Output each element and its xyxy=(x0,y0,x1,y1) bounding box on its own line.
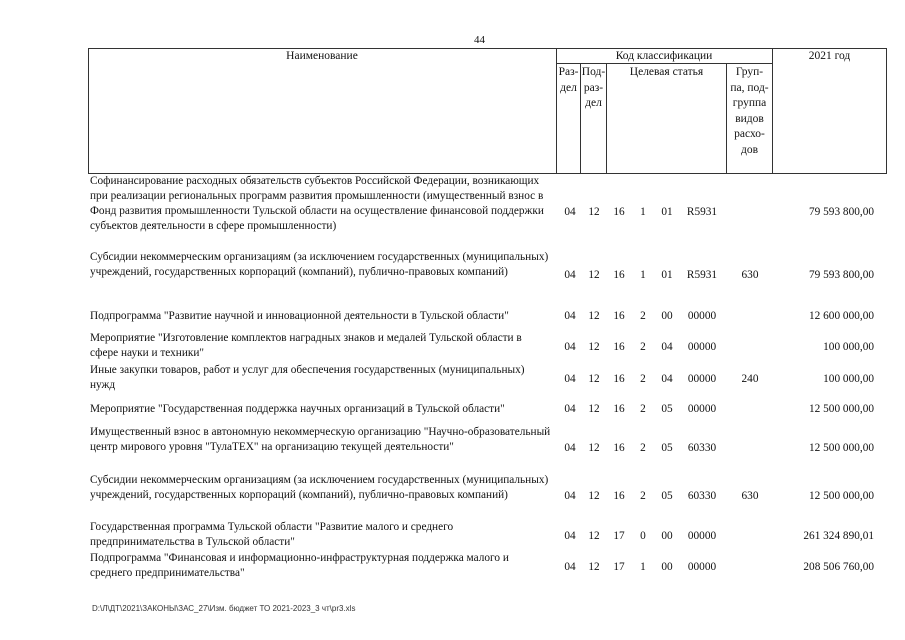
cell-razdel: 04 xyxy=(564,490,576,502)
table-row xyxy=(88,520,888,552)
cell-target-3: 00 xyxy=(661,561,673,573)
table-row xyxy=(88,363,888,395)
cell-target-3: 05 xyxy=(661,490,673,502)
cell-podrazdel: 12 xyxy=(588,310,600,322)
cell-target-4: 00000 xyxy=(687,530,717,542)
table-row xyxy=(88,250,888,300)
cell-razdel: 04 xyxy=(564,561,576,573)
cell-amount: 12 500 000,00 xyxy=(809,403,874,415)
cell-podrazdel: 12 xyxy=(588,373,600,385)
cell-target-3: 04 xyxy=(661,373,673,385)
cell-target-4: 60330 xyxy=(687,442,717,454)
cell-target-2: 2 xyxy=(640,403,646,415)
cell-target-4: 00000 xyxy=(687,341,717,353)
header-group: Груп- па, под- группа видов расхо- дов xyxy=(730,66,769,156)
cell-amount: 79 593 800,00 xyxy=(809,206,874,218)
cell-podrazdel: 12 xyxy=(588,341,600,353)
header-divider xyxy=(772,48,773,174)
cell-target-4: 00000 xyxy=(687,403,717,415)
table-row xyxy=(88,331,888,363)
cell-target-2: 2 xyxy=(640,490,646,502)
cell-amount: 12 600 000,00 xyxy=(809,310,874,322)
cell-group: 630 xyxy=(741,269,759,281)
cell-target-3: 01 xyxy=(661,206,673,218)
header-classification: Код классификации xyxy=(615,50,713,62)
cell-target-2: 2 xyxy=(640,310,646,322)
cell-group: 240 xyxy=(741,373,759,385)
cell-amount: 208 506 760,00 xyxy=(803,561,874,573)
cell-target-2: 2 xyxy=(640,442,646,454)
row-name: Субсидии некоммерческим организациям (за исключением государственных (муниципальных) учреждений, государственных корпораций (компаний), публично-правовых компаний) xyxy=(90,474,549,501)
cell-target-4: 00000 xyxy=(687,373,717,385)
cell-target-4: 60330 xyxy=(687,490,717,502)
header-year: 2021 год xyxy=(808,50,851,62)
cell-razdel: 04 xyxy=(564,403,576,415)
cell-target-1: 16 xyxy=(613,269,625,281)
cell-razdel: 04 xyxy=(564,341,576,353)
cell-target-1: 16 xyxy=(613,442,625,454)
cell-razdel: 04 xyxy=(564,442,576,454)
page-number: 44 xyxy=(474,34,485,46)
cell-podrazdel: 12 xyxy=(588,490,600,502)
row-name: Подпрограмма "Развитие научной и инновационной деятельности в Тульской области" xyxy=(90,310,509,322)
cell-target-4: R5931 xyxy=(686,206,718,218)
row-name: Мероприятие "Государственная поддержка научных организаций в Тульской области" xyxy=(90,403,505,415)
cell-target-1: 16 xyxy=(613,341,625,353)
cell-target-2: 0 xyxy=(640,530,646,542)
cell-amount: 100 000,00 xyxy=(823,341,874,353)
cell-target-3: 00 xyxy=(661,530,673,542)
table-row xyxy=(88,307,888,327)
table-row xyxy=(88,400,888,420)
cell-razdel: 04 xyxy=(564,269,576,281)
cell-target-3: 01 xyxy=(661,269,673,281)
row-name: Имущественный взнос в автономную некоммерческую организацию "Научно-образовательный центр мирового уровня "ТулаТЕХ" на организацию текущей деятельности" xyxy=(90,426,551,453)
cell-target-1: 16 xyxy=(613,490,625,502)
cell-amount: 12 500 000,00 xyxy=(809,442,874,454)
cell-target-2: 1 xyxy=(640,269,646,281)
cell-target-1: 17 xyxy=(613,561,625,573)
cell-target-2: 2 xyxy=(640,341,646,353)
cell-razdel: 04 xyxy=(564,310,576,322)
cell-podrazdel: 12 xyxy=(588,206,600,218)
cell-target-3: 04 xyxy=(661,341,673,353)
cell-target-3: 05 xyxy=(661,442,673,454)
cell-target-1: 16 xyxy=(613,310,625,322)
cell-podrazdel: 12 xyxy=(588,269,600,281)
cell-target-4: R5931 xyxy=(686,269,718,281)
cell-group: 630 xyxy=(741,490,759,502)
cell-target-2: 1 xyxy=(640,561,646,573)
table-row xyxy=(88,425,888,473)
cell-razdel: 04 xyxy=(564,373,576,385)
header-target: Целевая статья xyxy=(629,66,704,78)
cell-podrazdel: 12 xyxy=(588,530,600,542)
cell-amount: 12 500 000,00 xyxy=(809,490,874,502)
row-name: Софинансирование расходных обязательств субъектов Российской Федерации, возникающих при реализации региональных программ развития промышленности (имущественный взнос в Фонд развития промышленности Тульской области на осуществление финансовой поддержки субъектов деятельности в сфере промышленности) xyxy=(90,175,544,232)
cell-target-4: 00000 xyxy=(687,310,717,322)
cell-target-3: 00 xyxy=(661,310,673,322)
cell-target-1: 16 xyxy=(613,403,625,415)
cell-target-1: 17 xyxy=(613,530,625,542)
row-name: Государственная программа Тульской области "Развитие малого и среднего предпринимательства в Тульской области" xyxy=(90,521,454,548)
row-name: Иные закупки товаров, работ и услуг для обеспечения государственных (муниципальных) нужд xyxy=(90,364,525,391)
row-name: Подпрограмма "Финансовая и информационно-инфраструктурная поддержка малого и среднего предпринимательства" xyxy=(90,552,509,579)
cell-podrazdel: 12 xyxy=(588,403,600,415)
cell-podrazdel: 12 xyxy=(588,442,600,454)
cell-razdel: 04 xyxy=(564,530,576,542)
table-row xyxy=(88,473,888,521)
cell-amount: 100 000,00 xyxy=(823,373,874,385)
cell-target-1: 16 xyxy=(613,373,625,385)
cell-amount: 261 324 890,01 xyxy=(803,530,874,542)
header-razdel: Раз- дел xyxy=(558,66,579,94)
row-name: Субсидии некоммерческим организациям (за исключением государственных (муниципальных) учреждений, государственных корпораций (компаний), публично-правовых компаний) xyxy=(90,251,549,278)
table-row xyxy=(88,173,888,249)
cell-target-2: 2 xyxy=(640,373,646,385)
cell-razdel: 04 xyxy=(564,206,576,218)
cell-target-4: 00000 xyxy=(687,561,717,573)
cell-amount: 79 593 800,00 xyxy=(809,269,874,281)
row-name: Мероприятие "Изготовление комплектов наградных знаков и медалей Тульской области в сфере науки и техники" xyxy=(90,332,522,359)
cell-target-2: 1 xyxy=(640,206,646,218)
header-name: Наименование xyxy=(286,50,358,62)
cell-target-1: 16 xyxy=(613,206,625,218)
file-path-footer: D:\Л\ДТ\2021\ЗАКОНЫ\ЗАС_27\Изм. бюджет ТО 2021-2023_3 чт\pr3.xls xyxy=(92,604,356,613)
header-podrazdel: Под- раз- дел xyxy=(581,66,606,109)
cell-target-3: 05 xyxy=(661,403,673,415)
table-row xyxy=(88,551,888,583)
cell-podrazdel: 12 xyxy=(588,561,600,573)
